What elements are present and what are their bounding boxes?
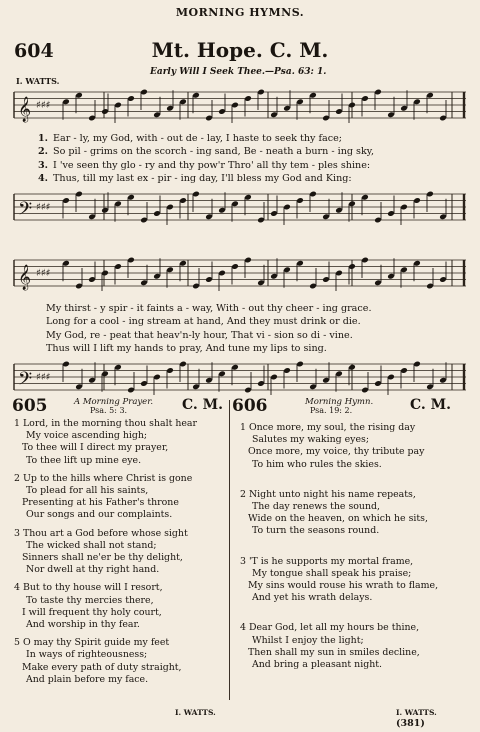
stanza: 3 Thou art a God before whose sight The wicked shall not stand; Sinners shall ne'er be thy delight, Nor dwell at thy right hand. <box>14 527 188 576</box>
lyrics-system-2 <box>46 302 456 355</box>
stanza: 5 O may thy Spirit guide my feet In ways of righteousness; Make every path of duty straight, And plain before my face. <box>14 637 182 685</box>
hymn-606-number: 606 <box>232 396 268 416</box>
hymn-number: 604 <box>14 40 54 62</box>
stanza: 3 'T is he supports my mortal frame, My tongue shall speak his praise; My sins would rouse his wrath to flame, And yet his wrath delays. <box>240 555 439 604</box>
lyric-line-3: 3. I 've seen thy glo - ry and thy pow'r Thro' all thy tem - ples shine: <box>38 159 371 171</box>
treble-clef-icon: 𝄞 <box>18 97 32 122</box>
key-signature-icon: ♯♯♯ <box>36 202 51 213</box>
lyric-line-8: Thus will I lift my hands to pray, And tune my lips to sing. <box>46 342 327 354</box>
stanza: 1 Lord, in the morning thou shalt hear My voice ascending high; To thee will I direct my prayer, To thee lift up mine eye. <box>14 418 197 466</box>
hymn-606-signoff: I. WATTS. <box>396 708 437 717</box>
treble-clef-icon: 𝄞 <box>18 265 32 290</box>
column-divider <box>229 400 230 700</box>
page-number: (381) <box>396 718 425 729</box>
lyric-line-2: 2. So pil - grims on the scorch - ing sand, Be - neath a burn - ing sky, <box>38 146 374 158</box>
stanza: 4 But to thy house will I resort, To taste thy mercies there, I will frequent thy holy court, And worship in thy fear. <box>14 582 163 631</box>
key-signature-icon: ♯♯♯ <box>36 268 51 279</box>
key-signature-icon: ♯♯♯ <box>36 100 51 111</box>
hymn-605-text <box>14 418 226 686</box>
bass-clef-icon: 𝄢 <box>18 369 33 394</box>
music-staff-bass-1 <box>0 188 480 234</box>
stanza: 1 Once more, my soul, the rising day Salutes my waking eyes; Once more, my voice, thy tribute pay To him who rules the skies. <box>240 422 425 470</box>
lyric-line-1: 1. Ear - ly, my God, with - out de - lay, I haste to seek thy face; <box>38 133 343 144</box>
lyric-line-6: Long for a cool - ing stream at hand, And they must drink or die. <box>46 316 361 328</box>
music-staff-treble-1 <box>0 86 480 132</box>
lyric-line-4: 4. Thus, till my last ex - pir - ing day, I'll bless my God and King: <box>38 172 352 184</box>
music-staff-treble-2 <box>0 254 480 300</box>
hymn-606-ref: Psa. 19: 2. <box>310 406 353 415</box>
stanza: 4 Dear God, let all my hours be thine, Whilst I enjoy the light; Then shall my sun in smiles decline, And bring a pleasant night. <box>240 622 420 671</box>
lyrics-system-1 <box>38 132 458 185</box>
hymn-606-text <box>240 422 472 671</box>
hymn-606-meter: C. M. <box>410 397 452 413</box>
hymn-605-ref: Psa. 5: 3. <box>90 406 128 415</box>
hymn-606-title: Morning Hymn. <box>305 397 374 407</box>
bass-clef-icon: 𝄢 <box>18 199 33 224</box>
hymn-author: I. WATTS. <box>16 76 60 86</box>
hymn-subtitle: Early Will I Seek Thee.—Psa. 63: 1. <box>150 67 327 77</box>
hymn-605-signoff: I. WATTS. <box>175 708 216 717</box>
hymn-605-meter: C. M. <box>182 397 224 413</box>
hymn-title: Mt. Hope. C. M. <box>151 38 329 62</box>
hymn-605-number: 605 <box>12 396 48 416</box>
lyric-line-7: My God, re - peat that heav'n-ly hour, That vi - sion so di - vine. <box>46 329 353 341</box>
hymn-605-title: A Morning Prayer. <box>74 397 154 407</box>
stanza: 2 Up to the hills where Christ is gone To plead for all his saints, Presenting at his Father's throne Our songs and our complaints. <box>14 472 193 521</box>
stanza: 2 Night unto night his name repeats, The day renews the sound, Wide on the heaven, on which he sits, To turn the seasons round. <box>240 488 428 537</box>
key-signature-icon: ♯♯♯ <box>36 372 51 383</box>
running-head: MORNING HYMNS. <box>175 6 305 19</box>
lyric-line-5: My thirst - y spir - it faints a - way, With - out thy cheer - ing grace. <box>46 303 372 314</box>
